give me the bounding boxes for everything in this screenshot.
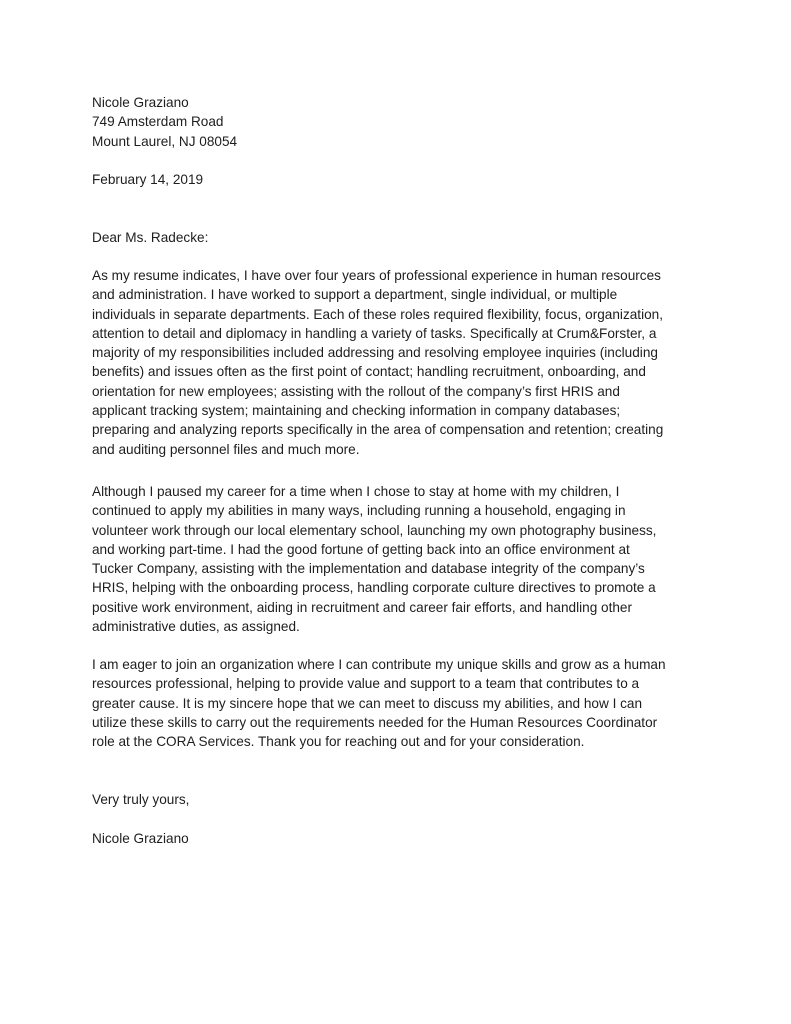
paragraph-line: role at the CORA Services. Thank you for reaching out and for your consideration. [92, 734, 585, 750]
salutation-text: Dear Ms. Radecke: [92, 230, 209, 245]
paragraph-line: volunteer work through our local elementary school, launching my own photography business, [92, 522, 657, 538]
paragraph-line: applicant tracking system; maintaining and checking information in company databases; [92, 403, 621, 419]
signature [92, 829, 189, 848]
sender-street: 749 Amsterdam Road [92, 114, 224, 130]
paragraph-3 [92, 655, 666, 751]
paragraph-line: greater cause. It is my sincere hope that we can meet to discuss my abilities, and how I can [92, 695, 643, 711]
letter-date [92, 170, 203, 189]
paragraph-line: Tucker Company, assisting with the implementation and database integrity of the company’s [92, 561, 645, 577]
paragraph-line: and administration. I have worked to support a department, single individual, or multiple [92, 287, 618, 303]
sender-name: Nicole Graziano [92, 95, 189, 110]
paragraph-line: individuals in separate departments. Each of these roles required flexibility, focus, organization, [92, 306, 663, 322]
paragraph-line: attention to detail and diplomacy in handling a variety of tasks. Specifically at Crum&Forster, a [92, 325, 657, 341]
paragraph-line: I am eager to join an organization where I can contribute my unique skills and grow as a human [92, 657, 666, 672]
paragraph-line: and auditing personnel files and much more. [92, 441, 360, 457]
signature-name: Nicole Graziano [92, 831, 189, 846]
paragraph-line: benefits) and issues often as the first point of contact; handling recruitment, onboarding, and [92, 364, 646, 380]
paragraph-line: positive work environment, aiding in recruitment and career fair efforts, and handling other [92, 599, 633, 615]
paragraph-line: resources professional, helping to provide value and support to a team that contributes to a [92, 676, 640, 692]
salutation [92, 228, 208, 247]
paragraph-line: continued to apply my abilities in many ways, including running a household, engaging in [92, 503, 626, 519]
paragraph-line: Although I paused my career for a time when I chose to stay at home with my children, I [92, 484, 620, 499]
paragraph-line: utilize these skills to carry out the requirements needed for the Human Resources Coordinator [92, 714, 658, 730]
paragraph-line: preparing and analyzing reports specifically in the area of compensation and retention; creating [92, 422, 664, 438]
paragraph-line: majority of my responsibilities included addressing and resolving employee inquiries (including [92, 345, 658, 361]
paragraph-line: HRIS, helping with the onboarding process, handling corporate culture directives to promote a [92, 580, 656, 596]
date-text: February 14, 2019 [92, 172, 204, 187]
paragraph-line: and working part-time. I had the good fortune of getting back into an office environment at [92, 541, 630, 557]
paragraph-2 [92, 482, 656, 636]
closing-text: Very truly yours, [92, 792, 190, 807]
sender-address-block [92, 93, 237, 151]
paragraph-line: orientation for new employees; assisting with the rollout of the company’s first HRIS and [92, 383, 620, 399]
paragraph-line: As my resume indicates, I have over four years of professional experience in human resources [92, 268, 661, 283]
paragraph-line: administrative duties, as assigned. [92, 619, 300, 635]
sender-city-state-zip: Mount Laurel, NJ 08054 [92, 133, 238, 149]
closing [92, 790, 189, 809]
paragraph-1 [92, 266, 663, 459]
